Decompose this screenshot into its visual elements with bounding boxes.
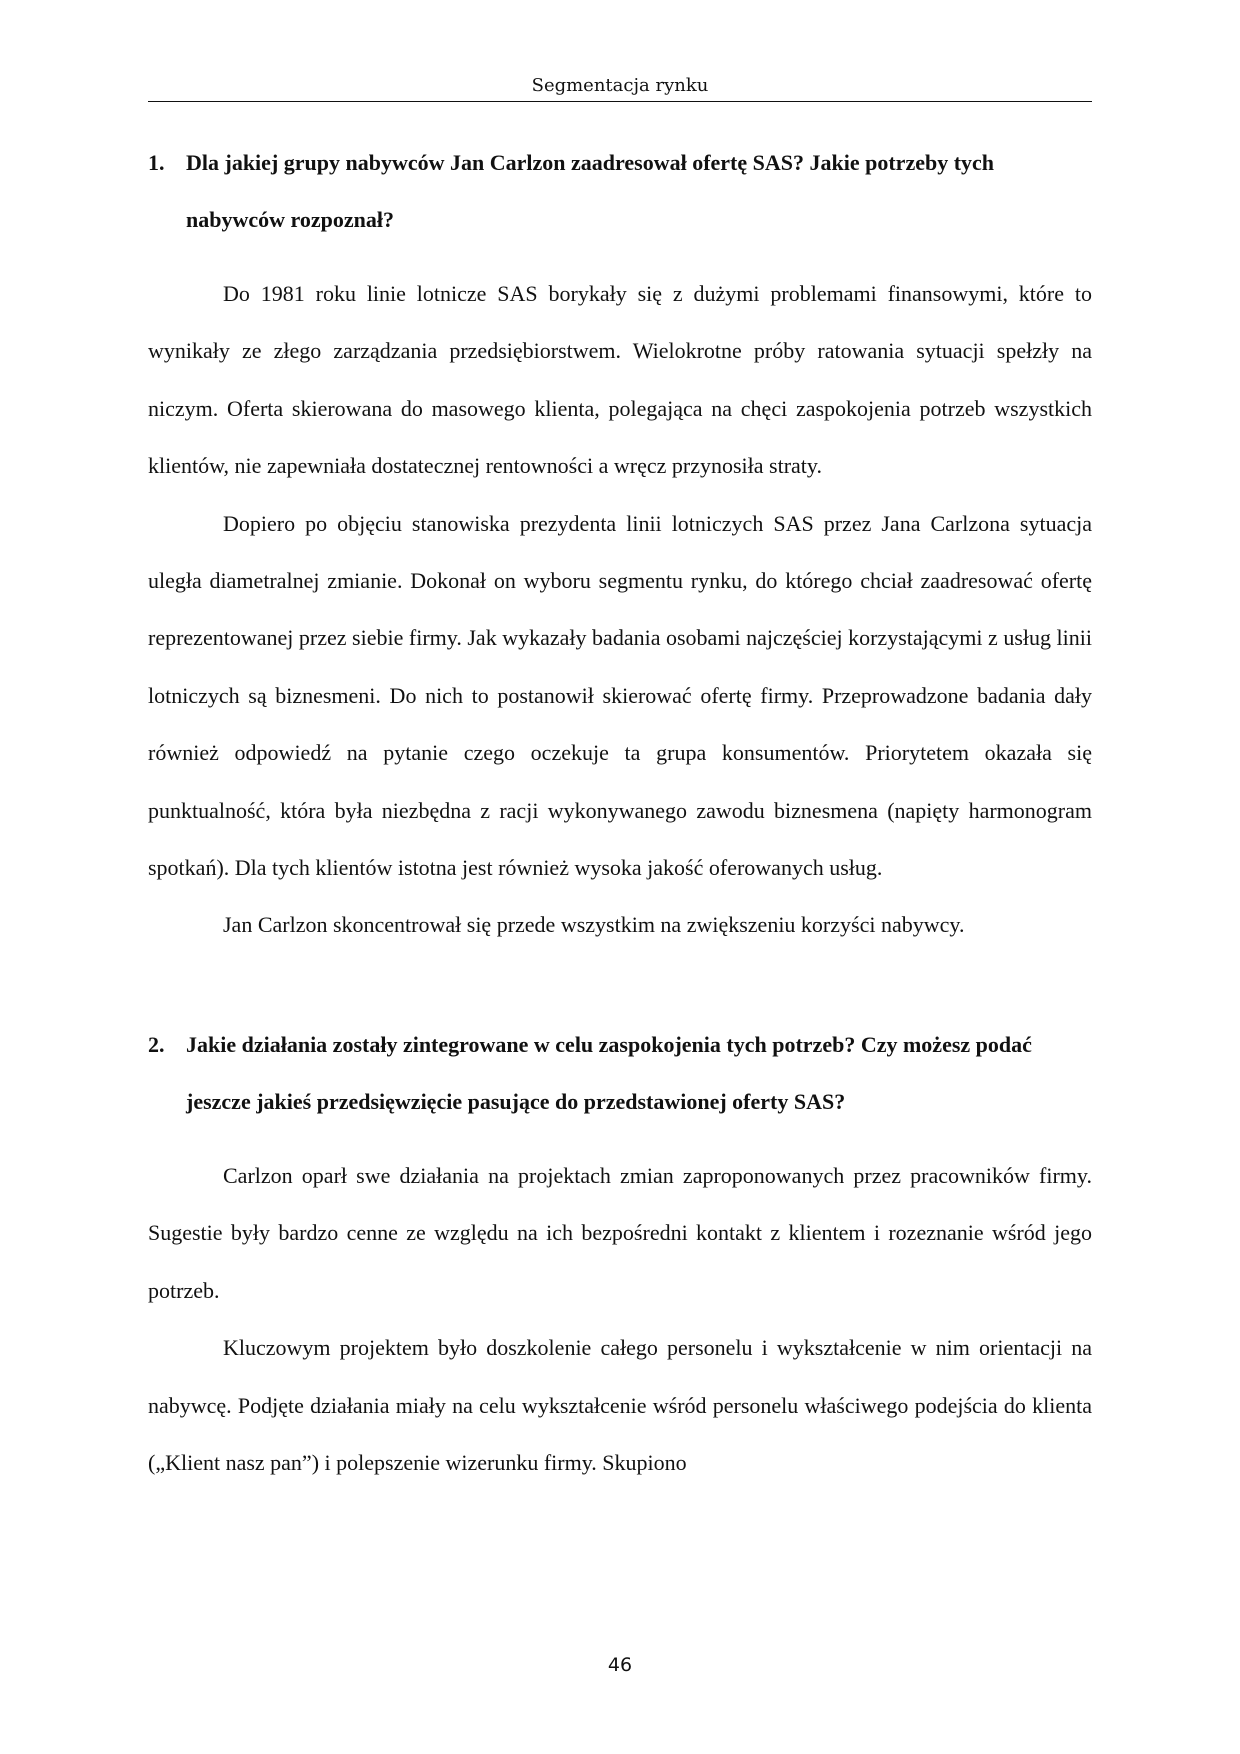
- paragraph: Do 1981 roku linie lotnicze SAS borykały się z dużymi problemami finansowymi, które to wynikały ze złego zarządzania przedsiębiorstwem. Wielokrotne próby ratowania sytuacji spełzły na niczym. Oferta skierowana do masowego klienta, polegająca na chęci zaspokojenia potrzeb wszystkich klientów, nie zapewniała dostatecznej rentowności a wręcz przynosiła straty.: [148, 281, 1092, 479]
- question-text: Dla jakiej grupy nabywców Jan Carlzon zaadresował ofertę SAS? Jakie potrzeby tych nabywców rozpoznał?: [186, 150, 995, 232]
- page-number: 46: [607, 1654, 633, 1676]
- question-number: 1.: [148, 150, 165, 175]
- question-number: 2.: [148, 1031, 165, 1057]
- question-text: Jakie działania zostały zintegrowane w celu zaspokojenia tych potrzeb? Czy możesz podać jeszcze jakieś przedsięwzięcie pasujące do przedstawionej oferty SAS?: [186, 1031, 1032, 1114]
- question-heading-2: [148, 1016, 1092, 1130]
- paragraph: Kluczowym projektem było doszkolenie całego personelu i wykształcenie w nim orientacji na nabywcę. Podjęte działania miały na celu wykształcenie wśród personelu właściwego podejścia do klienta („Klient nasz pan”) i polepszenie wizerunku firmy. Skupiono: [148, 1335, 1092, 1475]
- question-heading-1: [148, 134, 1092, 248]
- running-header: Segmentacja rynku: [531, 75, 709, 96]
- paragraph: Jan Carlzon skoncentrował się przede wszystkim na zwiększeniu korzyści nabywcy.: [223, 912, 965, 938]
- header-divider: [148, 101, 1092, 102]
- paragraph: Carlzon oparł swe działania na projektach zmian zaproponowanych przez pracowników firmy. Sugestie były bardzo cenne ze względu na ich bezpośredni kontakt z klientem i rozeznanie wśród jego potrzeb.: [148, 1162, 1092, 1303]
- document-body: [148, 134, 1092, 1491]
- paragraph: Dopiero po objęciu stanowiska prezydenta linii lotniczych SAS przez Jana Carlzona sytuacja uległa diametralnej zmianie. Dokonał on wyboru segmentu rynku, do którego chciał zaadresować ofertę reprezentowanej przez siebie firmy. Jak wykazały badania osobami najczęściej korzystającymi z usług linii lotniczych są biznesmeni. Do nich to postanowił skierować ofertę firmy. Przeprowadzone badania dały również odpowiedź na pytanie czego oczekuje ta grupa konsumentów. Priorytetem okazała się punktualność, która była niezbędna z racji wykonywanego zawodu biznesmena (napięty harmonogram spotkań). Dla tych klientów istotna jest również wysoka jakość oferowanych usług.: [148, 510, 1092, 881]
